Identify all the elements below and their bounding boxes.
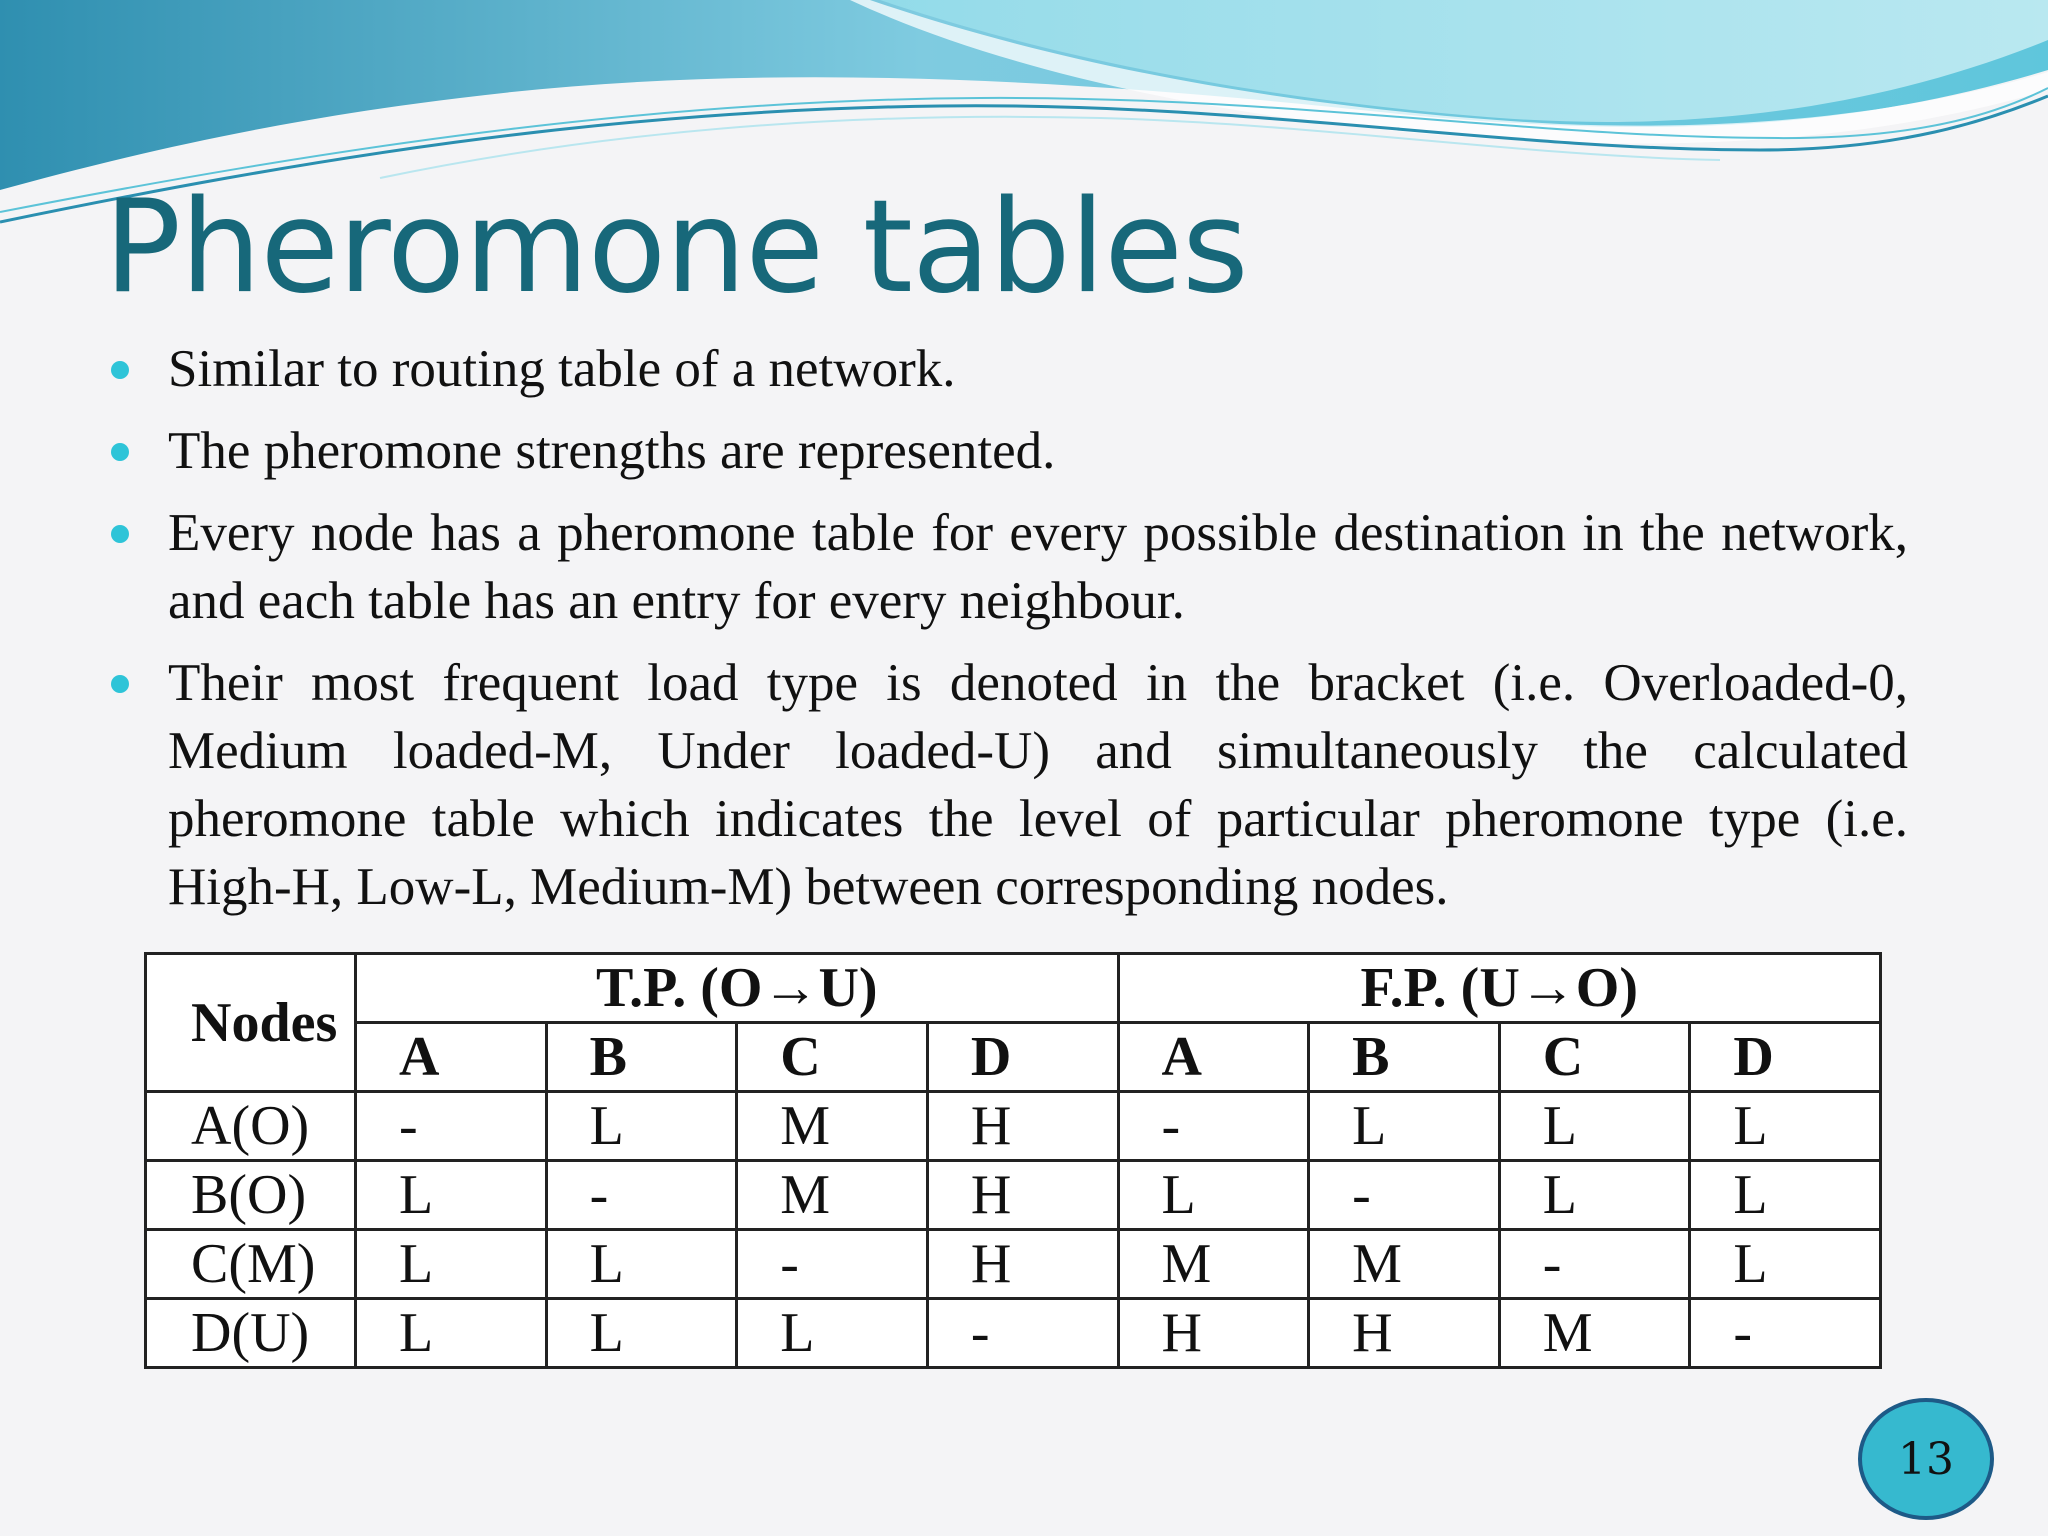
table-cell: L <box>546 1299 737 1368</box>
table-sub-header-row <box>146 1023 1881 1092</box>
tp-group-header: T.P. (O→U) <box>356 954 1119 1023</box>
bullet-dot-icon <box>111 675 129 693</box>
table-cell: L <box>1690 1092 1881 1161</box>
row-node-label: A(O) <box>146 1092 356 1161</box>
table-cell: M <box>1309 1230 1500 1299</box>
nodes-header: Nodes <box>146 954 356 1092</box>
column-header: D <box>1690 1023 1881 1092</box>
bullet-item <box>168 649 1908 921</box>
table-cell: L <box>546 1230 737 1299</box>
bullet-text: Every node has a pheromone table for every possible destination in the network, and each table has an entry for every neighbour. <box>168 504 1908 630</box>
table-cell: L <box>356 1299 547 1368</box>
column-header: D <box>927 1023 1118 1092</box>
table-cell: H <box>1309 1299 1500 1368</box>
table-cell: L <box>1690 1161 1881 1230</box>
table-cell: - <box>1118 1092 1309 1161</box>
table-cell: L <box>1309 1092 1500 1161</box>
table-row <box>146 1092 1881 1161</box>
row-node-label: C(M) <box>146 1230 356 1299</box>
bullet-dot-icon <box>111 361 129 379</box>
bullet-text: Similar to routing table of a network. <box>168 340 956 398</box>
column-header: B <box>1309 1023 1500 1092</box>
column-header: C <box>1499 1023 1690 1092</box>
column-header: C <box>737 1023 928 1092</box>
table-cell: L <box>1499 1092 1690 1161</box>
table-cell: L <box>1690 1230 1881 1299</box>
table-cell: L <box>356 1230 547 1299</box>
table-cell: M <box>1118 1230 1309 1299</box>
table-cell: L <box>1118 1161 1309 1230</box>
table-cell: H <box>1118 1299 1309 1368</box>
table-row <box>146 1299 1881 1368</box>
table-cell: - <box>1309 1161 1500 1230</box>
table-cell: L <box>1499 1161 1690 1230</box>
table-cell: M <box>737 1092 928 1161</box>
bullet-item <box>168 417 1908 485</box>
table-cell: - <box>1499 1230 1690 1299</box>
table-cell: L <box>737 1299 928 1368</box>
row-node-label: D(U) <box>146 1299 356 1368</box>
table-cell: - <box>546 1161 737 1230</box>
row-node-label: B(O) <box>146 1161 356 1230</box>
bullet-text: The pheromone strengths are represented. <box>168 422 1056 480</box>
table-cell: - <box>1690 1299 1881 1368</box>
column-header: B <box>546 1023 737 1092</box>
bullet-item <box>168 499 1908 635</box>
slide-title: Pheromone tables <box>104 173 1248 322</box>
table-group-header-row <box>146 954 1881 1023</box>
table-cell: - <box>927 1299 1118 1368</box>
table-cell: - <box>356 1092 547 1161</box>
table-cell: M <box>1499 1299 1690 1368</box>
table-cell: L <box>356 1161 547 1230</box>
bullet-dot-icon <box>111 443 129 461</box>
bullet-item <box>168 335 1908 403</box>
page-number-badge <box>1858 1398 1994 1520</box>
page-number: 13 <box>1898 1433 1954 1485</box>
table-cell: H <box>927 1230 1118 1299</box>
column-header: A <box>1118 1023 1309 1092</box>
table-cell: - <box>737 1230 928 1299</box>
column-header: A <box>356 1023 547 1092</box>
table-cell: H <box>927 1092 1118 1161</box>
pheromone-table <box>144 952 1882 1369</box>
table-row <box>146 1230 1881 1299</box>
table-row <box>146 1161 1881 1230</box>
table-cell: L <box>546 1092 737 1161</box>
bullet-list <box>168 335 1908 935</box>
table-cell: H <box>927 1161 1118 1230</box>
table-cell: M <box>737 1161 928 1230</box>
fp-group-header: F.P. (U→O) <box>1118 954 1881 1023</box>
bullet-text: Their most frequent load type is denoted in the bracket (i.e. Overloaded-0, Medium loaded-M, Under loaded-U) and simultaneously the calculated pheromone table which indicates the level of particular pheromone type (i.e. High-H, Low-L, Medium-M) between corresponding nodes. <box>168 654 1908 916</box>
bullet-dot-icon <box>111 525 129 543</box>
